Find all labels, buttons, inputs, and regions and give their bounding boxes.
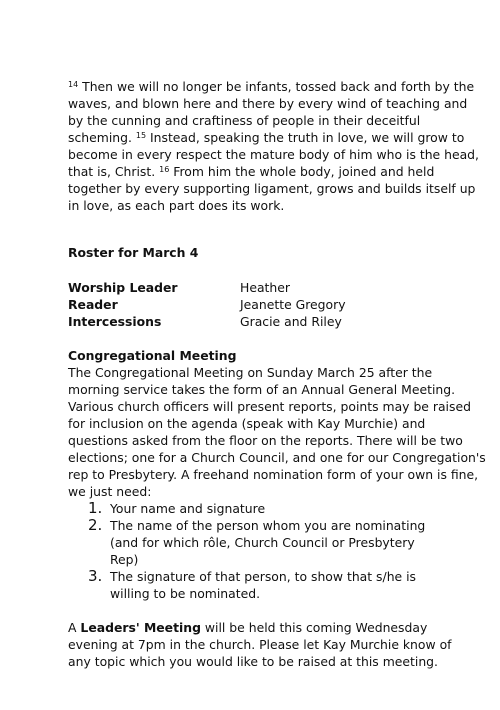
list-item-number: 1. <box>88 499 103 517</box>
roster-name: Gracie and Riley <box>240 314 342 329</box>
list-item-number: 2. <box>88 516 103 534</box>
roster-role: Worship Leader <box>68 280 178 295</box>
roster-title: Roster for March 4 <box>68 245 199 260</box>
verse-15-text: Instead, speaking the truth in love, we will grow to become in every respect the mature body of him who is the head, that is, Christ. <box>68 130 479 179</box>
leaders-meeting-text: will be held this coming Wednesday evening at 7pm in the church. Please let Kay Murchie know of any topic which you would like to be raised at this meeting. <box>68 620 452 669</box>
list-item <box>88 500 488 517</box>
bulletin-page <box>68 78 488 670</box>
verse-number-15: 15 <box>135 131 147 140</box>
roster-row <box>68 296 488 313</box>
verse-number-14: 14 <box>68 80 79 89</box>
roster-name: Heather <box>240 280 290 295</box>
scripture-passage <box>68 78 486 214</box>
roster-table <box>68 279 488 330</box>
nomination-requirements-list <box>68 500 488 602</box>
roster-role: Reader <box>68 297 118 312</box>
list-item-text: Your name and signature <box>110 501 266 516</box>
list-item-text: The name of the person whom you are nominating (and for which rôle, Church Council or Presbytery Rep) <box>110 518 426 567</box>
meeting-text: The Congregational Meeting on Sunday March 25 after the morning service takes the form of an Annual General Meeting. Various church officers will present reports, points may be raised for inclusion on the agenda (speak with Kay Murchie) and questions asked from the floor on the reports. There will be two elections; one for a Church Council, and one for our Congregation's rep to Presbytery. A freehand nomination form of your own is fine, we just need: <box>68 365 486 499</box>
verse-14-text: Then we will no longer be infants, tossed back and forth by the waves, and blown here and there by every wind of teaching and by the cunning and craftiness of people in their deceitful scheming. <box>68 79 475 145</box>
meeting-title: Congregational Meeting <box>68 348 237 363</box>
roster-row <box>68 279 488 296</box>
verse-number-16: 16 <box>159 165 170 174</box>
list-item <box>88 568 488 602</box>
leaders-meeting-title: Leaders' Meeting <box>80 620 201 635</box>
roster-name: Jeanette Gregory <box>240 297 346 312</box>
list-item-number: 3. <box>88 567 103 585</box>
roster-role: Intercessions <box>68 314 162 329</box>
list-item <box>88 517 488 568</box>
roster-row <box>68 313 488 330</box>
verse-16-text: From him the whole body, joined and held together by every supporting ligament, grows and builds itself up in love, as each part does its work. <box>68 164 476 213</box>
leaders-meeting-notice <box>68 619 478 670</box>
leaders-prefix: A <box>68 620 81 635</box>
list-item-text: The signature of that person, to show that s/he is willing to be nominated. <box>110 569 417 601</box>
